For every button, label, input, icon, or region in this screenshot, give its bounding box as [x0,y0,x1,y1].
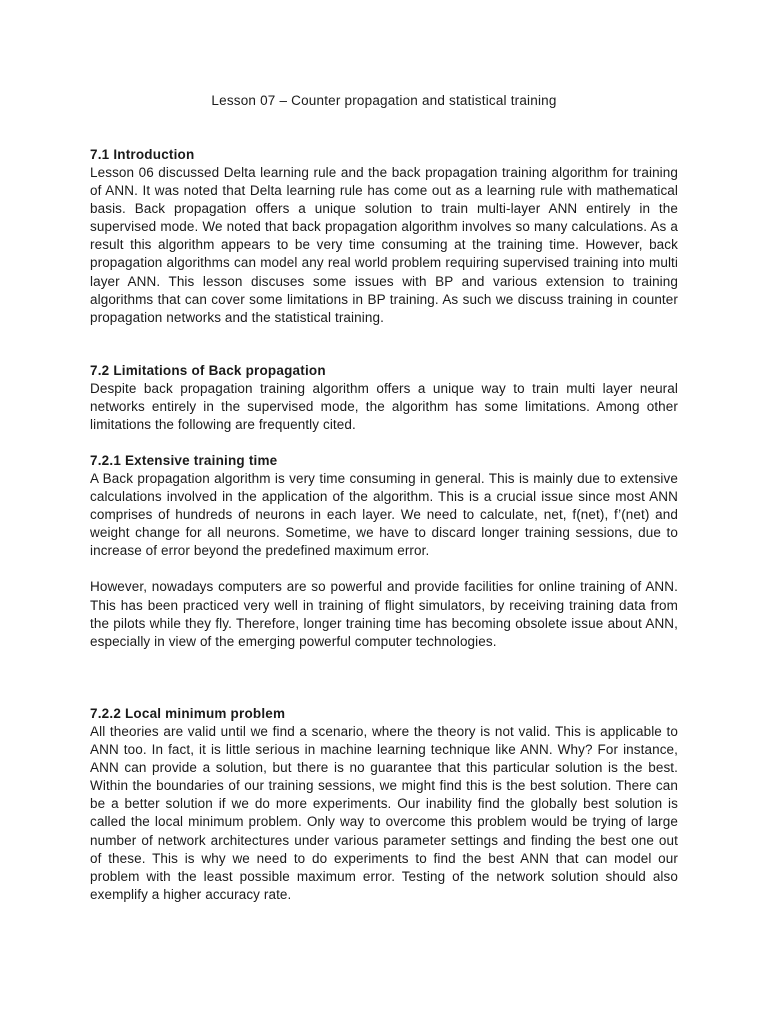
section-7-2-1 [90,452,678,651]
section-paragraph: Lesson 06 discussed Delta learning rule and the back propagation training algorithm for training of ANN. It was noted that Delta learning rule has come out as a learning rule with mathematical basis. Back propagation offers a unique solution to train multi-layer ANN entirely in the supervised mode. We noted that back propagation algorithm involves so many calculations. As a result this algorithm appears to be very time consuming at the training time. However, back propagation algorithms can model any real world problem requiring supervised training into multi layer ANN. This lesson discuses some issues with BP and various extension to training algorithms that can cover some limitations in BP training. As such we discuss training in counter propagation networks and the statistical training. [90,165,678,325]
section-heading: 7.1 Introduction [90,147,195,162]
section-paragraph: Despite back propagation training algorithm offers a unique way to train multi layer neural networks entirely in the supervised mode, the algorithm has some limitations. Among other limitations the following are frequently cited. [90,381,678,433]
section-7-2-2 [90,705,678,904]
section-heading: 7.2.1 Extensive training time [90,453,278,468]
section-7-1 [90,146,678,327]
section-heading: 7.2.2 Local minimum problem [90,706,286,721]
section-paragraph: A Back propagation algorithm is very time consuming in general. This is mainly due to extensive calculations involved in the application of the algorithm. This is a crucial issue since most ANN comprises of hundreds of neurons in each layer. We need to calculate, net, f(net), f’(net) and weight change for all neurons. Sometime, we have to discard longer training sessions, due to increase of error beyond the predefined maximum error. [90,471,678,559]
section-heading: 7.2 Limitations of Back propagation [90,363,326,378]
document-title: Lesson 07 – Counter propagation and statistical training [211,93,557,108]
section-paragraph: However, nowadays computers are so powerful and provide facilities for online training of ANN. This has been practiced very well in training of flight simulators, by receiving training data from the pilots while they fly. Therefore, longer training time has becoming obsolete issue about ANN, especially in view of the emerging powerful computer technologies. [90,579,678,649]
section-paragraph: All theories are valid until we find a scenario, where the theory is not valid. This is applicable to ANN too. In fact, it is little serious in machine learning technique like ANN. Why? For instance, ANN can provide a solution, but there is no guarantee that this particular solution is the best. Within the boundaries of our training sessions, we might find this is the best solution. There can be a better solution if we do more experiments. Our inability find the globally best solution is called the local minimum problem. Only way to overcome this problem would be trying of large number of network architectures under various parameter settings and finding the best one out of these. This is why we need to do experiments to find the best ANN that can model our problem with the least possible maximum error. Testing of the network solution should also exemplify a higher accuracy rate. [90,724,678,902]
section-7-2 [90,362,678,434]
